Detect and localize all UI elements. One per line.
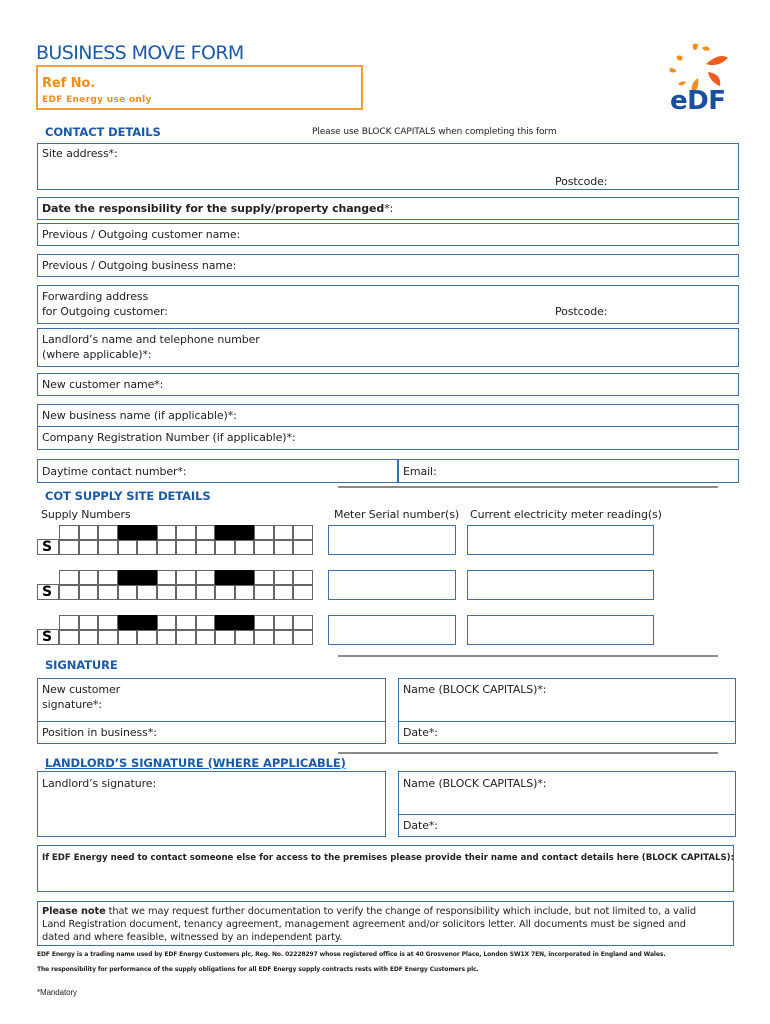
supply-bottom-cell[interactable] — [196, 585, 216, 600]
supply-number-grid[interactable] — [37, 615, 319, 645]
supply-bottom-cell[interactable] — [157, 630, 177, 645]
supply-top-cell[interactable] — [157, 570, 177, 585]
supply-top-cell[interactable] — [157, 615, 177, 630]
supply-bottom-cell[interactable] — [235, 540, 255, 555]
supply-bottom-cell[interactable] — [118, 630, 138, 645]
supply-letter: S — [42, 629, 52, 645]
supply-bottom-cell[interactable] — [98, 540, 118, 555]
date-responsibility-label — [42, 202, 393, 215]
please-note-box — [37, 901, 734, 946]
supply-bottom-cell[interactable] — [157, 540, 177, 555]
supply-bottom-cell[interactable] — [79, 540, 99, 555]
new-customer-label: New customer name*: — [42, 378, 164, 391]
signature-name-field[interactable] — [398, 678, 736, 722]
supply-bottom-cell[interactable] — [215, 585, 235, 600]
company-reg-field[interactable] — [37, 427, 739, 450]
supply-top-cell[interactable] — [59, 570, 79, 585]
footer-legal-2: The responsibility for performance of the supply obligations for all EDF Energy supply contracts rests with EDF Energy Customers plc. — [37, 966, 479, 973]
meter-serial-field[interactable] — [328, 570, 456, 600]
supply-number-grid[interactable] — [37, 570, 319, 600]
previous-business-label: Previous / Outgoing business name: — [42, 259, 237, 272]
date-responsibility-field[interactable] — [37, 197, 739, 220]
signature-date-label: Date*: — [403, 726, 438, 739]
new-business-field[interactable] — [37, 404, 739, 427]
supply-bottom-cell[interactable] — [176, 585, 196, 600]
supply-bottom-cell[interactable] — [118, 585, 138, 600]
meter-serial-field[interactable] — [328, 525, 456, 555]
forwarding-postcode-label: Postcode: — [555, 305, 608, 318]
supply-bottom-cell[interactable] — [293, 630, 313, 645]
site-address-field[interactable] — [37, 143, 739, 190]
landlord-date-label: Date*: — [403, 819, 438, 832]
supply-bottom-cell[interactable] — [137, 630, 157, 645]
supply-bottom-cell[interactable] — [254, 540, 274, 555]
daytime-contact-label: Daytime contact number*: — [42, 465, 187, 478]
supply-bottom-cell[interactable] — [215, 630, 235, 645]
supply-top-cell[interactable] — [176, 570, 196, 585]
please-note-line1 — [42, 906, 696, 917]
supply-letter: S — [42, 584, 52, 600]
supply-top-cell — [118, 615, 138, 630]
ref-sublabel: EDF Energy use only — [42, 95, 152, 105]
supply-bottom-cell[interactable] — [79, 630, 99, 645]
please-note-line2: Land Registration document, tenancy agreement, management agreement and/or solicitors letter. All documents must be signed and — [42, 919, 686, 930]
supply-top-cell[interactable] — [196, 615, 216, 630]
supply-number-grid[interactable] — [37, 525, 319, 555]
landlord-divider — [338, 752, 718, 754]
supply-top-cell — [137, 525, 157, 540]
supply-top-cell[interactable] — [274, 570, 294, 585]
site-address-label: Site address*: — [42, 147, 118, 160]
supply-bottom-cell[interactable] — [235, 630, 255, 645]
supply-bottom-cell[interactable] — [79, 585, 99, 600]
contact-details-heading: CONTACT DETAILS — [45, 125, 161, 139]
supply-top-cell[interactable] — [254, 570, 274, 585]
supply-top-cell[interactable] — [157, 525, 177, 540]
supply-top-cell — [118, 570, 138, 585]
supply-bottom-cell[interactable] — [254, 630, 274, 645]
cot-heading: COT SUPPLY SITE DETAILS — [45, 489, 211, 503]
position-label: Position in business*: — [42, 726, 157, 739]
new-business-label: New business name (if applicable)*: — [42, 409, 237, 422]
supply-top-cell — [235, 525, 255, 540]
supply-top-cell[interactable] — [176, 615, 196, 630]
position-field[interactable] — [37, 722, 386, 744]
access-contact-label: If EDF Energy need to contact someone else for access to the premises please provide their name and contact details here (BLOCK CAPITALS): — [42, 853, 735, 863]
supply-bottom-cell[interactable] — [59, 540, 79, 555]
supply-top-cell[interactable] — [98, 525, 118, 540]
landlord-signature-field[interactable] — [37, 771, 386, 837]
forwarding-address-field[interactable] — [37, 285, 739, 324]
supply-bottom-cell[interactable] — [215, 540, 235, 555]
supply-top-cell[interactable] — [79, 615, 99, 630]
meter-serial-field[interactable] — [328, 615, 456, 645]
daytime-contact-field[interactable] — [37, 459, 398, 483]
supply-top-cell[interactable] — [176, 525, 196, 540]
signature-divider — [338, 655, 718, 657]
company-reg-label: Company Registration Number (if applicable)*: — [42, 431, 296, 444]
signature-date-field[interactable] — [398, 722, 736, 744]
supply-top-cell[interactable] — [274, 525, 294, 540]
supply-letter: S — [42, 539, 52, 555]
ref-label: Ref No. — [42, 76, 96, 91]
supply-bottom-cell[interactable] — [293, 585, 313, 600]
forwarding-label-2: for Outgoing customer: — [42, 305, 168, 318]
supply-bottom-cell[interactable] — [254, 585, 274, 600]
mandatory-note: *Mandatory — [37, 988, 77, 997]
edf-wordmark: eDF — [670, 86, 726, 116]
cot-divider — [338, 486, 718, 488]
meter-reading-field[interactable] — [467, 525, 654, 555]
supply-top-cell[interactable] — [79, 570, 99, 585]
supply-bottom-cell[interactable] — [196, 630, 216, 645]
supply-bottom-cell[interactable] — [59, 585, 79, 600]
meter-reading-field[interactable] — [467, 615, 654, 645]
edf-logo — [664, 42, 734, 120]
landlord-date-field[interactable] — [398, 815, 736, 837]
supply-top-cell[interactable] — [59, 525, 79, 540]
new-customer-signature-field[interactable] — [37, 678, 386, 722]
meter-reading-field[interactable] — [467, 570, 654, 600]
date-responsibility-text: Date the responsibility for the supply/property changed — [42, 202, 385, 215]
signature-name-label: Name (BLOCK CAPITALS)*: — [403, 683, 547, 696]
supply-top-cell — [215, 615, 235, 630]
supply-bottom-cell[interactable] — [274, 540, 294, 555]
supply-bottom-cell[interactable] — [157, 585, 177, 600]
new-customer-field[interactable] — [37, 373, 739, 396]
email-field[interactable] — [398, 459, 739, 483]
previous-business-field[interactable] — [37, 254, 739, 277]
ref-number-box[interactable] — [36, 65, 363, 110]
supply-top-cell — [137, 570, 157, 585]
current-reading-label: Current electricity meter reading(s) — [470, 508, 662, 521]
landlord-signature-label: Landlord’s signature: — [42, 777, 157, 790]
block-capitals-note: Please use BLOCK CAPITALS when completing this form — [312, 127, 557, 137]
form-title: BUSINESS MOVE FORM — [36, 42, 244, 64]
supply-top-cell[interactable] — [293, 525, 313, 540]
new-customer-sig-label-1: New customer — [42, 683, 121, 696]
supply-top-cell — [137, 615, 157, 630]
landlord-name-field[interactable] — [37, 328, 739, 367]
previous-customer-field[interactable] — [37, 223, 739, 246]
supply-bottom-cell[interactable] — [274, 630, 294, 645]
new-customer-sig-label-2: signature*: — [42, 698, 102, 711]
supply-top-cell — [215, 570, 235, 585]
landlord-label-1: Landlord’s name and telephone number — [42, 333, 260, 346]
meter-serial-label: Meter Serial number(s) — [334, 508, 460, 521]
please-note-text1: that we may request further documentation to verify the change of responsibility which include, but not limited to, a valid — [105, 906, 696, 917]
date-responsibility-suffix: *: — [384, 202, 394, 215]
landlord-heading: LANDLORD’S SIGNATURE (WHERE APPLICABLE) — [45, 756, 346, 770]
supply-top-cell[interactable] — [293, 570, 313, 585]
supply-top-cell[interactable] — [254, 615, 274, 630]
supply-bottom-cell[interactable] — [176, 540, 196, 555]
supply-top-cell[interactable] — [59, 615, 79, 630]
supply-bottom-cell[interactable] — [274, 585, 294, 600]
supply-bottom-cell[interactable] — [98, 630, 118, 645]
supply-top-cell[interactable] — [293, 615, 313, 630]
landlord-name-label: Name (BLOCK CAPITALS)*: — [403, 777, 547, 790]
signature-heading: SIGNATURE — [45, 658, 118, 672]
supply-bottom-cell[interactable] — [196, 540, 216, 555]
supply-bottom-cell[interactable] — [235, 585, 255, 600]
access-contact-field[interactable] — [37, 845, 734, 892]
supply-bottom-cell[interactable] — [176, 630, 196, 645]
footer-legal-1: EDF Energy is a trading name used by EDF Energy Customers plc, Reg. No. 02228297 whose registered office is at 40 Grosvenor Place, London SW1X 7EN, incorporated in England and Wales. — [37, 951, 666, 958]
supply-top-cell[interactable] — [274, 615, 294, 630]
supply-top-cell[interactable] — [98, 615, 118, 630]
forwarding-label-1: Forwarding address — [42, 290, 149, 303]
supply-top-cell[interactable] — [98, 570, 118, 585]
email-label: Email: — [403, 465, 437, 478]
supply-top-cell — [235, 570, 255, 585]
supply-top-cell[interactable] — [196, 525, 216, 540]
landlord-label-2: (where applicable)*: — [42, 348, 152, 361]
please-note-line3: dated and where feasible, witnessed by an independent party. — [42, 932, 343, 943]
supply-bottom-cell[interactable] — [137, 540, 157, 555]
supply-top-cell[interactable] — [254, 525, 274, 540]
supply-bottom-cell[interactable] — [118, 540, 138, 555]
supply-bottom-cell[interactable] — [137, 585, 157, 600]
landlord-name-field[interactable] — [398, 771, 736, 815]
supply-bottom-cell[interactable] — [98, 585, 118, 600]
supply-top-cell — [118, 525, 138, 540]
previous-customer-label: Previous / Outgoing customer name: — [42, 228, 241, 241]
supply-top-cell[interactable] — [79, 525, 99, 540]
supply-top-cell[interactable] — [196, 570, 216, 585]
supply-bottom-cell[interactable] — [293, 540, 313, 555]
site-postcode-label: Postcode: — [555, 175, 608, 188]
supply-bottom-cell[interactable] — [59, 630, 79, 645]
supply-top-cell — [235, 615, 255, 630]
please-note-bold: Please note — [42, 906, 106, 917]
supply-numbers-label: Supply Numbers — [41, 508, 131, 521]
supply-top-cell — [215, 525, 235, 540]
